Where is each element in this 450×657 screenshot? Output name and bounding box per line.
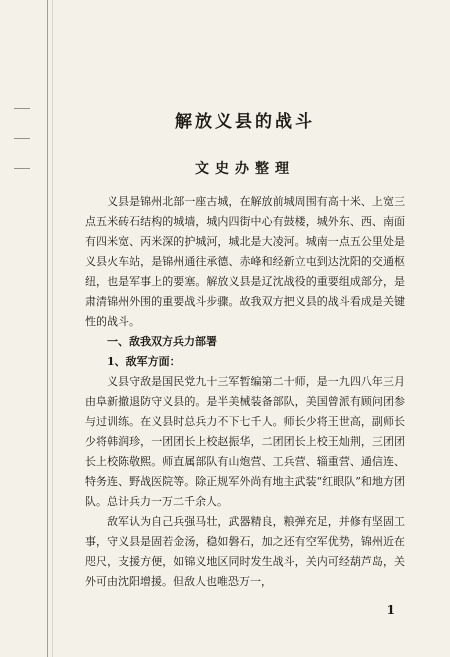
subsection-heading: 1、敌军方面：	[107, 355, 181, 368]
intro-paragraph: 义县是锦州北部一座古城，在解放前城周围有高十米、上宽三点五米砖石结构的城墙，城内四街中心有鼓楼，城外东、西、南面有四米宽、丙米深的护城河，城北是大凌河。城南一点五公里处是义县火车站，是锦州通往承德、赤峰和经新立屯到达沈阳的交通枢纽，也是军事上的要塞。解放义县是辽沈战役的重要组成部分，是肃清锦州外围的重要战斗步骤。故我双方把义县的战斗看成是关键性的战斗。	[85, 195, 405, 328]
document-author: 文史办整理	[195, 161, 295, 177]
enemy-force-paragraph: 义县守敌是国民党九十三军暂编第二十师，是一九四八年三月由阜新撤退防守义县的。是半美械装备部队，美国曾派有顾问团参与过训练。在义县时总兵力不下七千人。师长少将王世高，副师长少将韩润珍，一团团长上校赵振华，二团团长上校王灿荆，三团团长上校陈敬熙。师直属部队有山炮营、工兵营、辎重营、通信连、特务连、野战医院等。除正规军外尚有地主武装“红眼队”和地方团队。总计兵力一万二千余人。	[85, 375, 405, 508]
page-fold-shadow	[52, 0, 53, 657]
page-number: 1	[386, 603, 395, 617]
section-heading: 一、敌我双方兵力部署	[107, 335, 217, 348]
document-title: 解放义县的战斗	[175, 112, 315, 132]
page-fold-line	[47, 0, 48, 657]
document-body	[85, 192, 405, 592]
binding-marks	[14, 0, 34, 657]
document-content	[85, 110, 405, 592]
enemy-view-paragraph: 敌军认为自己兵强马壮，武器精良，粮弹充足，并修有坚固工事，守义县是固若金汤，稳如磐石，加之还有空军优势，锦州近在咫尺，支援方便，如锦义地区同时发生战斗，关内可经葫芦岛，关外可由沈阳增援。但敌人也唯恐万一，	[85, 515, 405, 588]
